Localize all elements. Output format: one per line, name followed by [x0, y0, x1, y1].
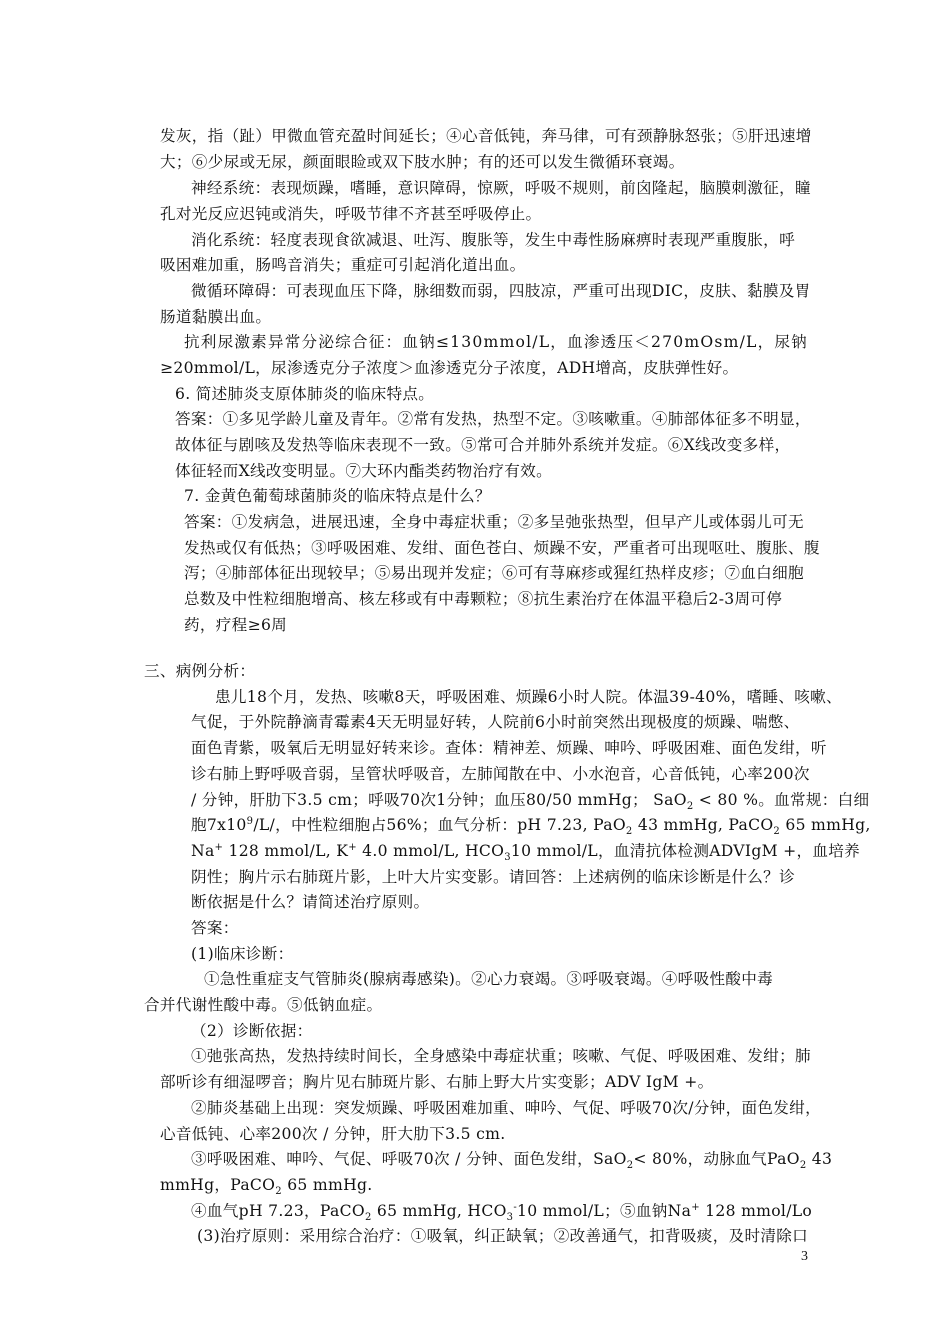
- answer-line: 答案：①多见学龄儿童及青年。②常有发热，热型不定。③咳嗽重。④肺部体征多不明显，: [175, 410, 811, 428]
- text-line: ≥20mmol/L，尿渗透克分子浓度＞血渗透克分子浓度，ADH增高，皮肤弹性好。: [160, 359, 739, 377]
- case-line: 诊右肺上野呼吸音弱，呈管状呼吸音，左肺闻散在中、小水泡音，心音低钝，心率200次: [191, 765, 810, 783]
- question-heading: 7. 金黄色葡萄球菌肺炎的临床特点是什么？: [184, 487, 491, 505]
- text-line: 消化系统：轻度表现食欲减退、吐泻、腹胀等，发生中毒性肠麻痹时表现严重腹胀，呼: [191, 231, 795, 249]
- case-line: 阴性；胸片示右肺斑片影，上叶大片实变影。请回答：上述病例的临床诊断是什么？诊: [191, 868, 795, 886]
- answer-line: 体征轻而X线改变明显。⑦大环内酯类药物治疗有效。: [175, 462, 552, 480]
- text-line: 吸困难加重，肠鸣音消失；重症可引起消化道出血。: [160, 256, 526, 274]
- answer-line: ①急性重症支气管肺炎(腺病毒感染)。②心力衰竭。③呼吸衰竭。④呼吸性酸中毒: [204, 970, 774, 988]
- text-line: 微循环障碍：可表现血压下降，脉细数而弱，四肢凉，严重可出现DIC，皮肤、黏膜及胃: [191, 282, 811, 300]
- case-line: Na+ 128 mmol/L, K+ 4.0 mmol/L, $HCO_310$ mmol/L，血清抗体检测ADVIgM +，血培养: [191, 841, 861, 864]
- answer-line: 发热或仅有低热；③呼吸困难、发绀、面色苍白、烦躁不安，严重者可出现呕吐、腹胀、腹: [184, 539, 820, 557]
- answer-line: 合并代谢性酸中毒。⑤低钠血症。: [144, 996, 383, 1014]
- text-line: 发灰，指（趾）甲微血管充盈时间延长；④心音低钝，奔马律，可有颈静脉怒张；⑤肝迅速增: [160, 127, 812, 145]
- text-line: 神经系统：表现烦躁，嗜睡，意识障碍，惊厥，呼吸不规则，前囟隆起，脑膜刺激征，瞳: [191, 179, 811, 197]
- text-line: 大；⑥少尿或无尿，颜面眼睑或双下肢水肿；有的还可以发生微循环衰竭。: [160, 153, 685, 171]
- answer-line: mmHg，PaCO$_2$ 65 mmHg.: [160, 1176, 373, 1198]
- question-heading: 6. 简述肺炎支原体肺炎的临床特点。: [175, 385, 435, 403]
- case-line: 面色青紫，吸氧后无明显好转来诊。查体：精神差、烦躁、呻吟、呼吸困难、面色发绀，听: [191, 739, 827, 757]
- answer-line: 故体征与剧咳及发热等临床表现不一致。⑤常可合并肺外系统并发症。⑥X线改变多样，: [175, 436, 791, 454]
- answer-line: 答案：①发病急，进展迅速，全身中毒症状重；②多呈弛张热型，但早产儿或体弱儿可无: [184, 513, 804, 531]
- answer-line: (3)治疗原则：采用综合治疗：①吸氧，纠正缺氧；②改善通气，扣背吸痰，及时清除口: [197, 1227, 809, 1245]
- text-line: 孔对光反应迟钝或消失，呼吸节律不齐甚至呼吸停止。: [160, 205, 542, 223]
- text-line: 肠道黏膜出血。: [160, 308, 272, 326]
- subheading: (1)临床诊断：: [191, 945, 294, 963]
- case-line: 气促，于外院静滴青霉素4天无明显好转，人院前6小时前突然出现极度的烦躁、喘憋、: [191, 713, 800, 731]
- answer-line: ②肺炎基础上出现：突发烦躁、呼吸困难加重、呻吟、气促、呼吸70次/分钟，面色发绀，: [191, 1099, 821, 1117]
- case-line: / 分钟，肝肋下3.5 cm；呼吸70次1分钟；血压80/50 mmHg； SaO$_2$ < 80 %。血常规：白细: [191, 791, 870, 813]
- answer-label: 答案：: [191, 919, 239, 937]
- case-line: 胞$7x10^9/L/$，中性粒细胞占56%；血气分析：pH 7.23, PaO$_2$ 43 mmHg, PaCO$_2$ 65 mmHg,: [191, 815, 871, 838]
- page-number: 3: [801, 1249, 808, 1264]
- case-line: 患儿18个月，发热、咳嗽8天，呼吸困难、烦躁6小时人院。体温39-40%，嗜睡、咳嗽、: [215, 688, 842, 706]
- answer-line: ③呼吸困难、呻吟、气促、呼吸70次 / 分钟、面色发绀，SaO$_2$< 80%，动脉血气PaO$_2$ 43: [191, 1150, 833, 1172]
- answer-line: ④血气pH 7.23，PaCO$_2$ 65 mmHg, $HCO_3^-10$ mmol/L；⑤血钠Na+ 128 mmol/Lo: [191, 1201, 813, 1224]
- subheading: （2）诊断依据：: [191, 1022, 313, 1040]
- section-heading: 三、病例分析：: [144, 662, 256, 680]
- answer-line: ①弛张高热，发热持续时间长，全身感染中毒症状重；咳嗽、气促、呼吸困难、发绀；肺: [191, 1047, 811, 1065]
- answer-line: 总数及中性粒细胞增高、核左移或有中毒颗粒；⑧抗生素治疗在体温平稳后2-3周可停: [184, 590, 783, 608]
- answer-line: 泻；④肺部体征出现较早；⑤易出现并发症；⑥可有荨麻疹或猩红热样皮疹；⑦血白细胞: [184, 564, 804, 582]
- case-line: 断依据是什么？请简述治疗原则。: [191, 893, 430, 911]
- answer-line: 部听诊有细湿啰音；胸片见右肺斑片影、右肺上野大片实变影；ADV IgM +。: [160, 1073, 714, 1091]
- answer-line: 心音低钝、心率200次 / 分钟，肝大肋下3.5 cm.: [160, 1125, 506, 1143]
- answer-line: 药，疗程≥6周: [184, 616, 288, 634]
- text-line: 抗利尿激素异常分泌综合征：血钠≤130mmol/L，血渗透压＜270mOsm/L，尿钠: [184, 333, 808, 351]
